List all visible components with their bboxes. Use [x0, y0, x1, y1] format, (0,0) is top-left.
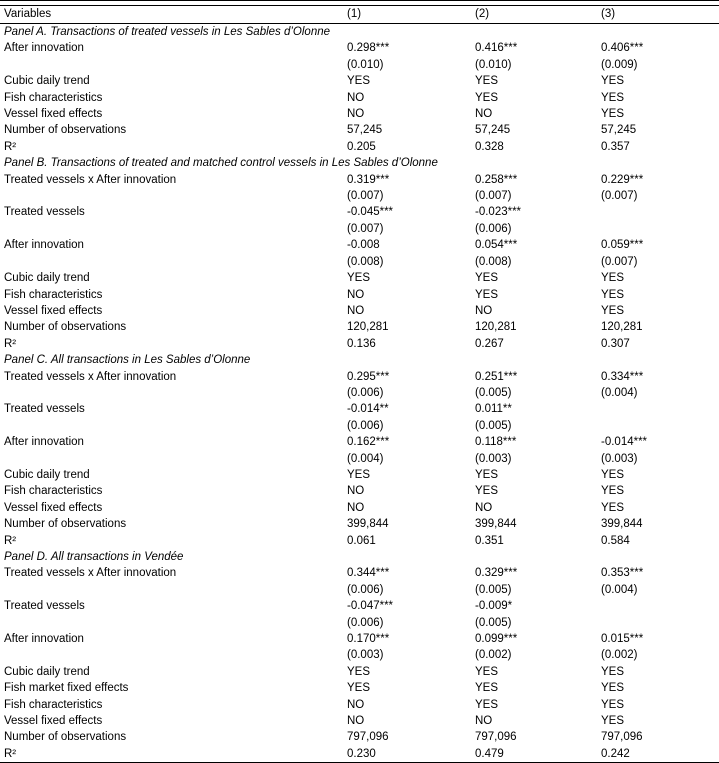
cell-col-2: 0.329*** [475, 567, 518, 580]
regression-table [0, 5, 719, 763]
cell-col-1: 0.298*** [347, 42, 390, 55]
cell-col-2: YES [475, 485, 499, 498]
cell-col-2: NO [475, 715, 493, 728]
cell-col-1: (0.004) [347, 452, 384, 465]
cell-col-3: 57,245 [601, 124, 637, 137]
cell-col-2: 0.054*** [475, 239, 518, 252]
cell-col-2: 0.267 [475, 337, 504, 350]
row-label [0, 418, 343, 434]
row-label: Treated vessels x After innovation [4, 370, 177, 383]
table-row [0, 713, 719, 729]
cell-col-1: YES [347, 665, 371, 678]
cell-col-3: YES [601, 288, 625, 301]
panel-heading-row [0, 549, 719, 565]
row-label: Fish characteristics [4, 485, 103, 498]
cell-col-3: (0.002) [601, 649, 638, 662]
cell-col-1: NO [347, 485, 365, 498]
cell-col-3: 0.059*** [601, 239, 644, 252]
cell-col-3: 0.584 [601, 534, 630, 547]
row-label: Number of observations [4, 731, 127, 744]
header-col-3: (3) [597, 6, 719, 24]
cell-col-1: (0.006) [347, 419, 384, 432]
row-label: Vessel fixed effects [4, 715, 103, 728]
cell-col-1: NO [347, 108, 365, 121]
cell-col-1: 0.295*** [347, 370, 390, 383]
cell-col-2: YES [475, 91, 499, 104]
row-label [0, 221, 343, 237]
cell-col-2: 0.118*** [475, 436, 517, 449]
row-label: Cubic daily trend [4, 665, 90, 678]
cell-col-2: (0.008) [475, 255, 512, 268]
header-col-2: (2) [471, 6, 597, 24]
cell-col-1: (0.007) [347, 222, 384, 235]
cell-col-3: YES [601, 304, 625, 317]
cell-col-1: -0.008 [347, 239, 380, 252]
cell-col-1: (0.010) [347, 58, 384, 71]
cell-col-2: -0.023*** [475, 206, 522, 219]
cell-col-3: 120,281 [601, 321, 643, 334]
row-label [0, 615, 343, 631]
cell-col-2: 0.479 [471, 746, 597, 763]
cell-col-2: YES [475, 468, 499, 481]
cell-col-2: YES [475, 272, 499, 285]
panel-heading: Panel B. Transactions of treated and matched control vessels in Les Sables d’Olonne [4, 157, 438, 170]
table-row [0, 647, 719, 663]
row-label: Treated vessels [4, 206, 85, 219]
cell-col-3: 399,844 [601, 518, 643, 531]
cell-col-3: YES [601, 108, 625, 121]
cell-col-2: 120,281 [475, 321, 517, 334]
cell-col-2: YES [475, 75, 499, 88]
cell-col-2: 0.251*** [475, 370, 518, 383]
cell-col-3: 0.334*** [601, 370, 644, 383]
cell-col-3: YES [601, 468, 625, 481]
cell-col-2: NO [475, 108, 493, 121]
cell-col-1: 120,281 [347, 321, 389, 334]
cell-col-1: 399,844 [347, 518, 389, 531]
row-label: Fish characteristics [4, 698, 103, 711]
table-row [0, 401, 719, 417]
cell-col-1: YES [347, 468, 371, 481]
row-label: Number of observations [4, 124, 127, 137]
table-row [0, 697, 719, 713]
cell-col-3: 0.353*** [601, 567, 644, 580]
cell-col-3: 0.242 [597, 746, 719, 763]
cell-col-3: 0.229*** [601, 173, 644, 186]
cell-col-1: NO [347, 304, 365, 317]
cell-col-2: (0.005) [475, 583, 512, 596]
cell-col-3 [597, 221, 719, 237]
panel-heading: Panel A. Transactions of treated vessels in Les Sables d’Olonne [4, 26, 331, 38]
panel-heading-row [0, 155, 719, 171]
row-label: Treated vessels x After innovation [4, 567, 177, 580]
cell-col-1: 0.162*** [347, 436, 390, 449]
table-row [0, 664, 719, 680]
table-row [0, 221, 719, 237]
cell-col-1: NO [347, 91, 365, 104]
table-row [0, 483, 719, 499]
cell-col-2: 399,844 [475, 518, 517, 531]
cell-col-1: NO [347, 501, 365, 514]
cell-col-2: 0.099*** [475, 633, 518, 646]
cell-col-1: NO [347, 698, 365, 711]
table-row [0, 336, 719, 352]
cell-col-1: NO [347, 288, 365, 301]
row-label: After innovation [4, 633, 84, 646]
table-row [0, 188, 719, 204]
table-row [0, 287, 719, 303]
table-row [0, 631, 719, 647]
row-label: R² [4, 534, 17, 547]
row-label: Vessel fixed effects [4, 108, 103, 121]
cell-col-1: (0.006) [347, 386, 384, 399]
row-label: Cubic daily trend [4, 75, 90, 88]
cell-col-2: (0.003) [475, 452, 512, 465]
cell-col-2: (0.010) [475, 58, 512, 71]
table-row [0, 254, 719, 270]
table-row [0, 680, 719, 696]
table-row [0, 319, 719, 335]
table-row [0, 418, 719, 434]
cell-col-3: YES [601, 698, 625, 711]
row-label: After innovation [4, 436, 84, 449]
cell-col-1: -0.045*** [347, 206, 394, 219]
table-body [0, 24, 719, 763]
table-row [0, 582, 719, 598]
row-label [0, 254, 343, 270]
table-row [0, 516, 719, 532]
row-label: Fish characteristics [4, 288, 103, 301]
row-label: After innovation [4, 42, 84, 55]
cell-col-2: 0.416*** [475, 42, 518, 55]
table-row [0, 500, 719, 516]
cell-col-2: (0.002) [475, 649, 512, 662]
row-label [0, 582, 343, 598]
table-row [0, 40, 719, 56]
cell-col-1: -0.047*** [347, 600, 394, 613]
table-row [0, 434, 719, 450]
cell-col-3: YES [601, 91, 625, 104]
table-header-row [0, 6, 719, 24]
cell-col-1: 0.136 [347, 337, 376, 350]
cell-col-2: (0.006) [475, 222, 512, 235]
row-label: R² [4, 337, 17, 350]
cell-col-3: (0.009) [601, 58, 638, 71]
cell-col-2: 0.328 [475, 140, 504, 153]
cell-col-2: YES [475, 698, 499, 711]
cell-col-1: (0.006) [347, 583, 384, 596]
cell-col-2: NO [475, 501, 493, 514]
row-label [0, 451, 343, 467]
cell-col-3 [597, 204, 719, 220]
cell-col-1: YES [347, 272, 371, 285]
cell-col-1: YES [347, 75, 371, 88]
table-row [0, 598, 719, 614]
panel-heading-row [0, 352, 719, 368]
row-label: Treated vessels [4, 403, 85, 416]
row-label: Cubic daily trend [4, 272, 90, 285]
row-label [0, 385, 343, 401]
cell-col-3: YES [601, 272, 625, 285]
cell-col-3: YES [601, 665, 625, 678]
cell-col-3 [597, 418, 719, 434]
cell-col-2: 57,245 [475, 124, 511, 137]
panel-heading-row [0, 24, 719, 41]
table-row [0, 729, 719, 745]
header-variables: Variables [0, 6, 343, 24]
table-row [0, 73, 719, 89]
cell-col-3: (0.007) [601, 190, 638, 203]
cell-col-3: YES [601, 715, 625, 728]
row-label [0, 647, 343, 663]
cell-col-2: (0.005) [475, 386, 512, 399]
cell-col-1: (0.003) [347, 649, 384, 662]
cell-col-1: 57,245 [347, 124, 383, 137]
cell-col-2: 0.258*** [475, 173, 518, 186]
row-label: Treated vessels x After innovation [4, 173, 177, 186]
cell-col-3: 0.015*** [601, 633, 644, 646]
table-row [0, 139, 719, 155]
cell-col-2: -0.009* [475, 600, 513, 613]
cell-col-1: 0.230 [343, 746, 471, 763]
table-row [0, 303, 719, 319]
cell-col-3: YES [601, 501, 625, 514]
cell-col-3: YES [601, 682, 625, 695]
row-label: Cubic daily trend [4, 468, 90, 481]
cell-col-1: (0.008) [347, 255, 384, 268]
table-row [0, 204, 719, 220]
cell-col-3: YES [601, 75, 625, 88]
cell-col-3: (0.004) [601, 386, 638, 399]
header-col-1: (1) [343, 6, 471, 24]
cell-col-2: 0.351 [475, 534, 504, 547]
cell-col-3: 797,096 [601, 731, 643, 744]
cell-col-3: YES [601, 485, 625, 498]
table-row [0, 106, 719, 122]
table-row [0, 451, 719, 467]
table-row [0, 57, 719, 73]
cell-col-3 [597, 598, 719, 614]
cell-col-3: (0.003) [601, 452, 638, 465]
cell-col-3: 0.406*** [601, 42, 644, 55]
row-label: R² [4, 140, 17, 153]
cell-col-3 [597, 401, 719, 417]
cell-col-2: YES [475, 665, 499, 678]
row-label: Number of observations [4, 518, 127, 531]
cell-col-1: 0.344*** [347, 567, 390, 580]
table-row [0, 615, 719, 631]
row-label: Fish market fixed effects [4, 682, 129, 695]
cell-col-3: 0.307 [601, 337, 630, 350]
cell-col-1: (0.007) [347, 190, 384, 203]
row-label [0, 57, 343, 73]
table-row [0, 237, 719, 253]
table-row [0, 172, 719, 188]
cell-col-1: -0.014** [347, 403, 389, 416]
cell-col-1: 0.061 [347, 534, 376, 547]
panel-heading: Panel C. All transactions in Les Sables d’Olonne [4, 354, 251, 367]
cell-col-2: (0.005) [475, 616, 512, 629]
row-label: Vessel fixed effects [4, 304, 103, 317]
table-row [0, 90, 719, 106]
cell-col-1: 0.319*** [347, 173, 390, 186]
cell-col-3: -0.014*** [601, 436, 648, 449]
cell-col-3 [597, 615, 719, 631]
cell-col-3: (0.007) [601, 255, 638, 268]
cell-col-2: NO [475, 304, 493, 317]
cell-col-2: YES [475, 288, 499, 301]
cell-col-2: YES [475, 682, 499, 695]
row-label: R² [0, 746, 343, 763]
cell-col-1: YES [347, 682, 371, 695]
table-row [0, 533, 719, 549]
cell-col-3: (0.004) [601, 583, 638, 596]
cell-col-1: (0.006) [347, 616, 384, 629]
table-row [0, 122, 719, 138]
panel-heading: Panel D. All transactions in Vendée [4, 551, 184, 563]
cell-col-1: NO [347, 715, 365, 728]
row-label: Fish characteristics [4, 91, 103, 104]
row-label: Number of observations [4, 321, 127, 334]
cell-col-2: 0.011** [475, 403, 512, 416]
cell-col-1: 0.205 [347, 140, 376, 153]
table-row [0, 369, 719, 385]
cell-col-2: 797,096 [475, 731, 517, 744]
row-label: Treated vessels [4, 600, 85, 613]
table-row [0, 746, 719, 763]
cell-col-2: (0.007) [475, 190, 512, 203]
table-row [0, 270, 719, 286]
table-row [0, 385, 719, 401]
row-label: After innovation [4, 239, 84, 252]
table-row [0, 467, 719, 483]
cell-col-3: 0.357 [601, 140, 630, 153]
table-row [0, 565, 719, 581]
cell-col-2: (0.005) [475, 419, 512, 432]
row-label [0, 188, 343, 204]
cell-col-1: 797,096 [347, 731, 389, 744]
row-label: Vessel fixed effects [4, 501, 103, 514]
cell-col-1: 0.170*** [347, 633, 390, 646]
